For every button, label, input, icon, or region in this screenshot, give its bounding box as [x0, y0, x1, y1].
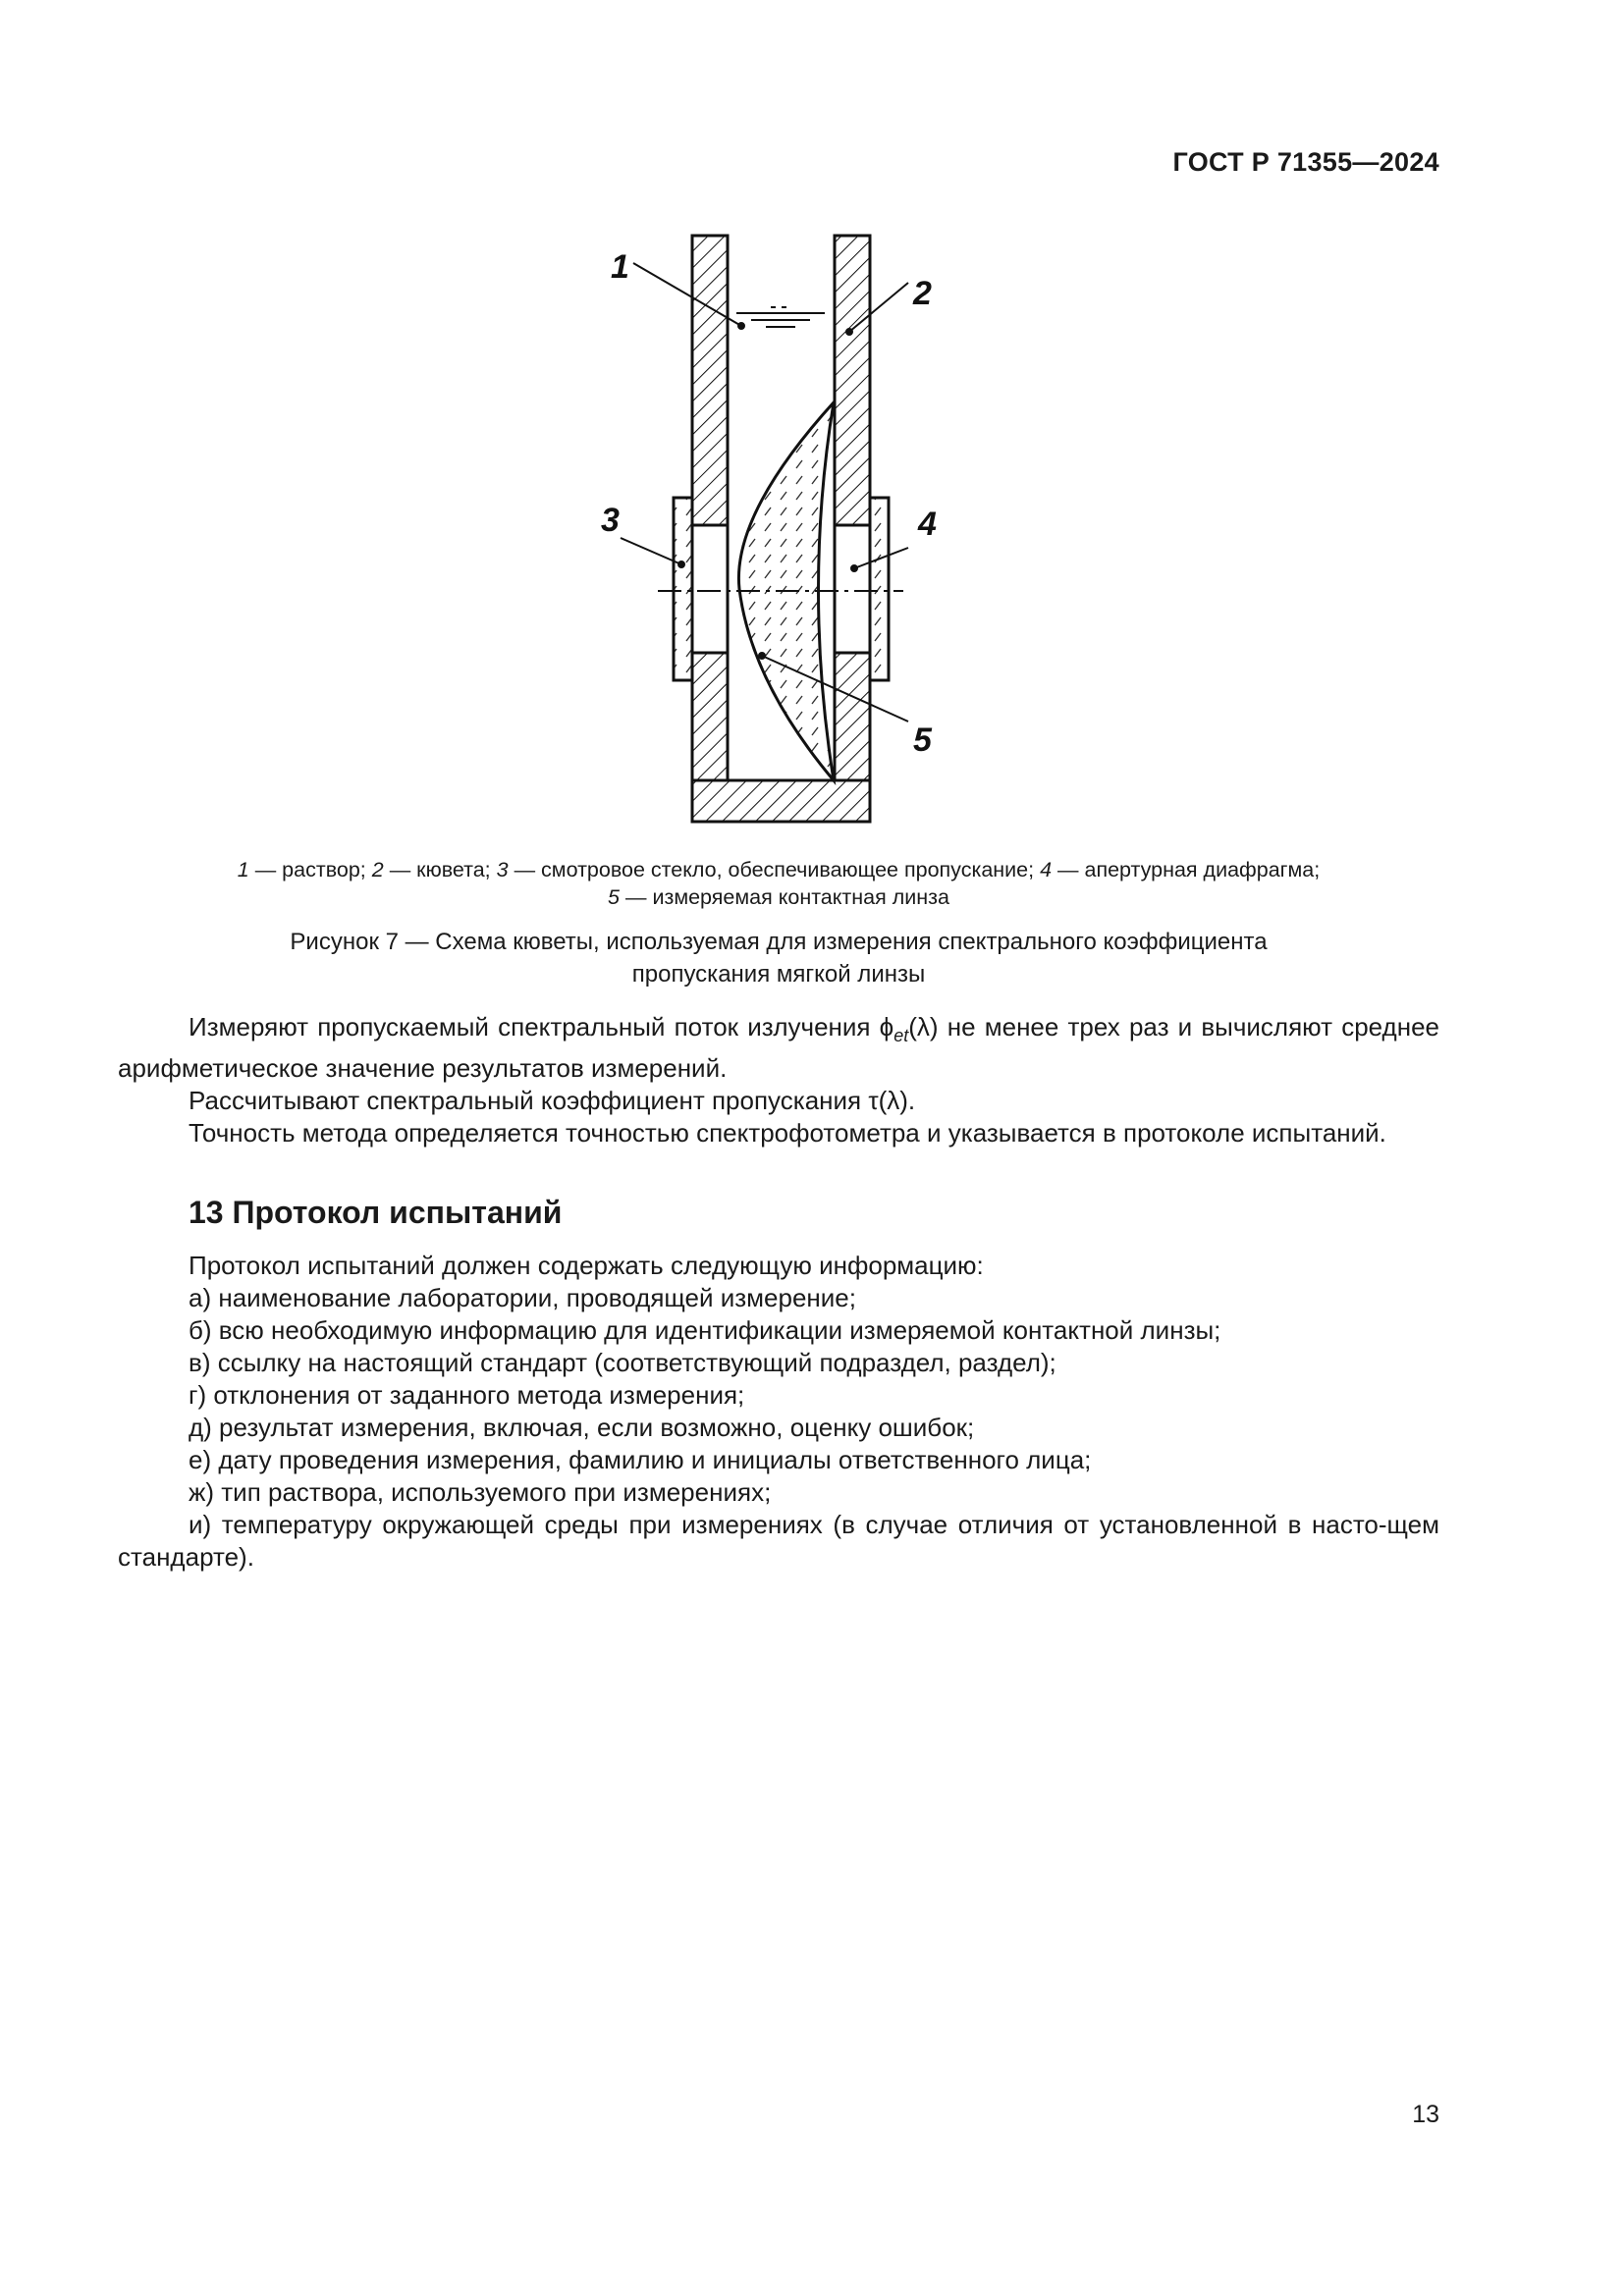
- body-text: [118, 1011, 1439, 1149]
- phi-subscript: et: [893, 1026, 909, 1045]
- list-item: е) дату проведения измерения, фамилию и инициалы ответственного лица;: [189, 1445, 1092, 1474]
- list-item: ж) тип раствора, используемого при измерениях;: [189, 1477, 772, 1507]
- cuvette-diagram: [589, 221, 982, 829]
- list-item: г) отклонения от заданного метода измерения;: [189, 1380, 745, 1410]
- callout-3: 3: [601, 502, 620, 539]
- paragraph-transmittance: Рассчитывают спектральный коэффициент пропускания τ(λ).: [189, 1086, 916, 1115]
- legend-text: — измеряемая контактная линза: [620, 885, 949, 909]
- paragraph-measurement: [118, 1011, 1439, 1085]
- legend-line-1: [118, 856, 1439, 883]
- cuvette-wall-right: [835, 236, 870, 780]
- list-item: в) ссылку на настоящий стандарт (соответствующий подраздел, раздел);: [189, 1348, 1056, 1377]
- list-item: б) всю необходимую информацию для идентификации измеряемой контактной линзы;: [189, 1315, 1221, 1345]
- legend-num: 1: [237, 858, 249, 881]
- callout-5: 5: [913, 721, 932, 759]
- list-item: д) результат измерения, включая, если возможно, оценку ошибок;: [189, 1413, 975, 1442]
- figure-legend: [118, 856, 1439, 911]
- legend-text: — апертурная диафрагма;: [1052, 858, 1321, 881]
- callout-4: 4: [918, 506, 937, 543]
- paragraph-accuracy: Точность метода определяется точностью спектрофотометра и указывается в протоколе испытаний.: [189, 1118, 1386, 1148]
- legend-text: — кювета;: [383, 858, 497, 881]
- caption-line-1: Рисунок 7 — Схема кюветы, используемая для измерения спектрального коэффициента: [290, 929, 1268, 955]
- list-item: и) температуру окружающей среды при измерениях (в случае отличия от установленной в насто-щем стандарте).: [118, 1510, 1439, 1572]
- section-body: [118, 1250, 1439, 1574]
- legend-num: 3: [496, 858, 509, 881]
- viewing-window: [674, 498, 692, 680]
- aperture-diaphragm: [870, 498, 889, 680]
- cuvette-wall-left: [692, 236, 728, 780]
- legend-num: 4: [1040, 858, 1053, 881]
- callout-2: 2: [913, 275, 932, 312]
- list-item: а) наименование лаборатории, проводящей измерение;: [189, 1283, 856, 1312]
- legend-text: — смотровое стекло, обеспечивающее пропускание;: [508, 858, 1041, 881]
- p1-end: (λ) не менее трех раз и вычисляют среднее арифметическое значение результатов измерений.: [118, 1012, 1439, 1083]
- liquid-surface: [736, 307, 825, 327]
- legend-num: 2: [371, 858, 384, 881]
- caption-line-2: пропускания мягкой линзы: [631, 961, 926, 988]
- cuvette-bottom: [692, 780, 870, 822]
- document-code-header: ГОСТ Р 71355—2024: [1172, 147, 1439, 177]
- legend-num: 5: [608, 885, 620, 909]
- section-intro: Протокол испытаний должен содержать следующую информацию:: [189, 1251, 984, 1280]
- cuvette-schematic-svg: [589, 221, 982, 829]
- legend-text: — раствор;: [248, 858, 372, 881]
- section-title: 13 Протокол испытаний: [189, 1195, 563, 1230]
- legend-line-2: [118, 883, 1439, 911]
- page-number: 13: [1412, 2101, 1439, 2128]
- callout-1: 1: [611, 248, 629, 286]
- figure-caption: [118, 926, 1439, 990]
- p1-start: Измеряют пропускаемый спектральный поток излучения ϕ: [189, 1012, 894, 1041]
